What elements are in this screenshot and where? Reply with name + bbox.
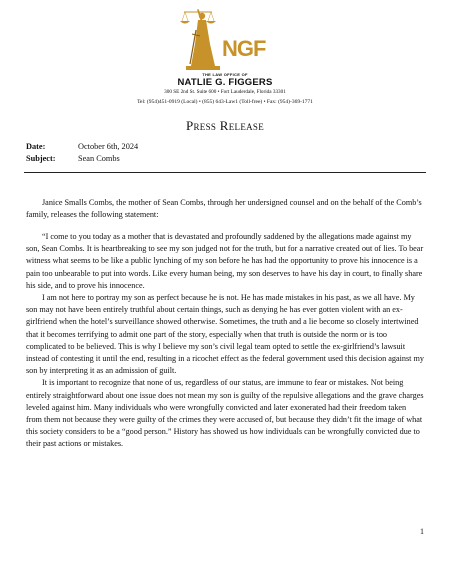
date-label: Date: (26, 142, 46, 151)
firm-prefix: THE LAW OFFICE OF (202, 72, 248, 77)
date-value: October 6th, 2024 (78, 142, 139, 151)
body-paragraph: Janice Smalls Combs, the mother of Sean Combs, through her undersigned counsel and on the behalf of the Comb’s family, releases the following statement: (26, 198, 422, 220)
subject-value: Sean Combs (78, 154, 120, 163)
firm-address: 300 SE 2nd St. Suite 600 • Fort Lauderdale, Florida 33301 (164, 89, 286, 95)
logo-wordmark: NGF (222, 36, 266, 61)
body-paragraph: I am not here to portray my son as perfect because he is not. He has made mistakes in his past, as we all have. My son may not have been entirely truthful about certain things, such as denying he has ever gotten violent with an ex-girlfriend when the hotel’s surveillance showed otherwise. Sometimes, the truth and a lie become so closely intertwined that it becomes terrifying to admit one part of the story, especially when that truth is outside the norm or is too complicated to be believed. This is why I believe my son’s civil legal team opted to settle the ex-girlfriend’s lawsuit instead of contesting it until the end, resulting in a ricochet effect as the federal government used this decision against my son by interpreting it as an admission of guilt. (26, 292, 424, 376)
document-body (26, 197, 424, 451)
letterhead (0, 6, 450, 105)
subject-row (26, 153, 138, 165)
firm-name: NATLIE G. FIGGERS (177, 77, 273, 88)
page-number: 1 (420, 527, 424, 536)
document-meta (26, 141, 138, 165)
body-paragraph: “I come to you today as a mother that is devastated and profoundly saddened by the allegations made against my son, Sean Combs. It is heartbreaking to see my son judged not for the truth, but for a narrative created out of lies. To bear witness what seems to be like a public lynching of my son before he has had the opportunity to prove his innocence is a pain too unbearable to put into words. Like every human being, my son deserves to have his day in court, to finally share his side, and to prove his innocence. (26, 231, 424, 290)
date-row (26, 141, 138, 153)
divider (24, 172, 426, 173)
firm-contact: Tel: (954)451-0919 (Local) • (855) 643-Law1 (Toll-free) • Fax: (954)-369-1771 (137, 99, 313, 105)
firm-logo (160, 6, 290, 74)
document-title: Press Release (185, 118, 265, 133)
subject-label: Subject: (26, 154, 56, 163)
body-paragraph: It is important to recognize that none of us, regardless of our status, are immune to fear or mistakes. Not being entirely straightforward about one issue does not mean my son is guilty of the repulsive allegations and the grave charges leveled against him. Many individuals who were wrongfully convicted and later exonerated had their freedom taken from them not because they were guilty of the crimes they were accused of, but because they didn’t fit the image of what this society considers to be a “good person.” History has showed us how individuals can be wrongfully convicted due to their past actions or mistakes. (26, 378, 424, 449)
